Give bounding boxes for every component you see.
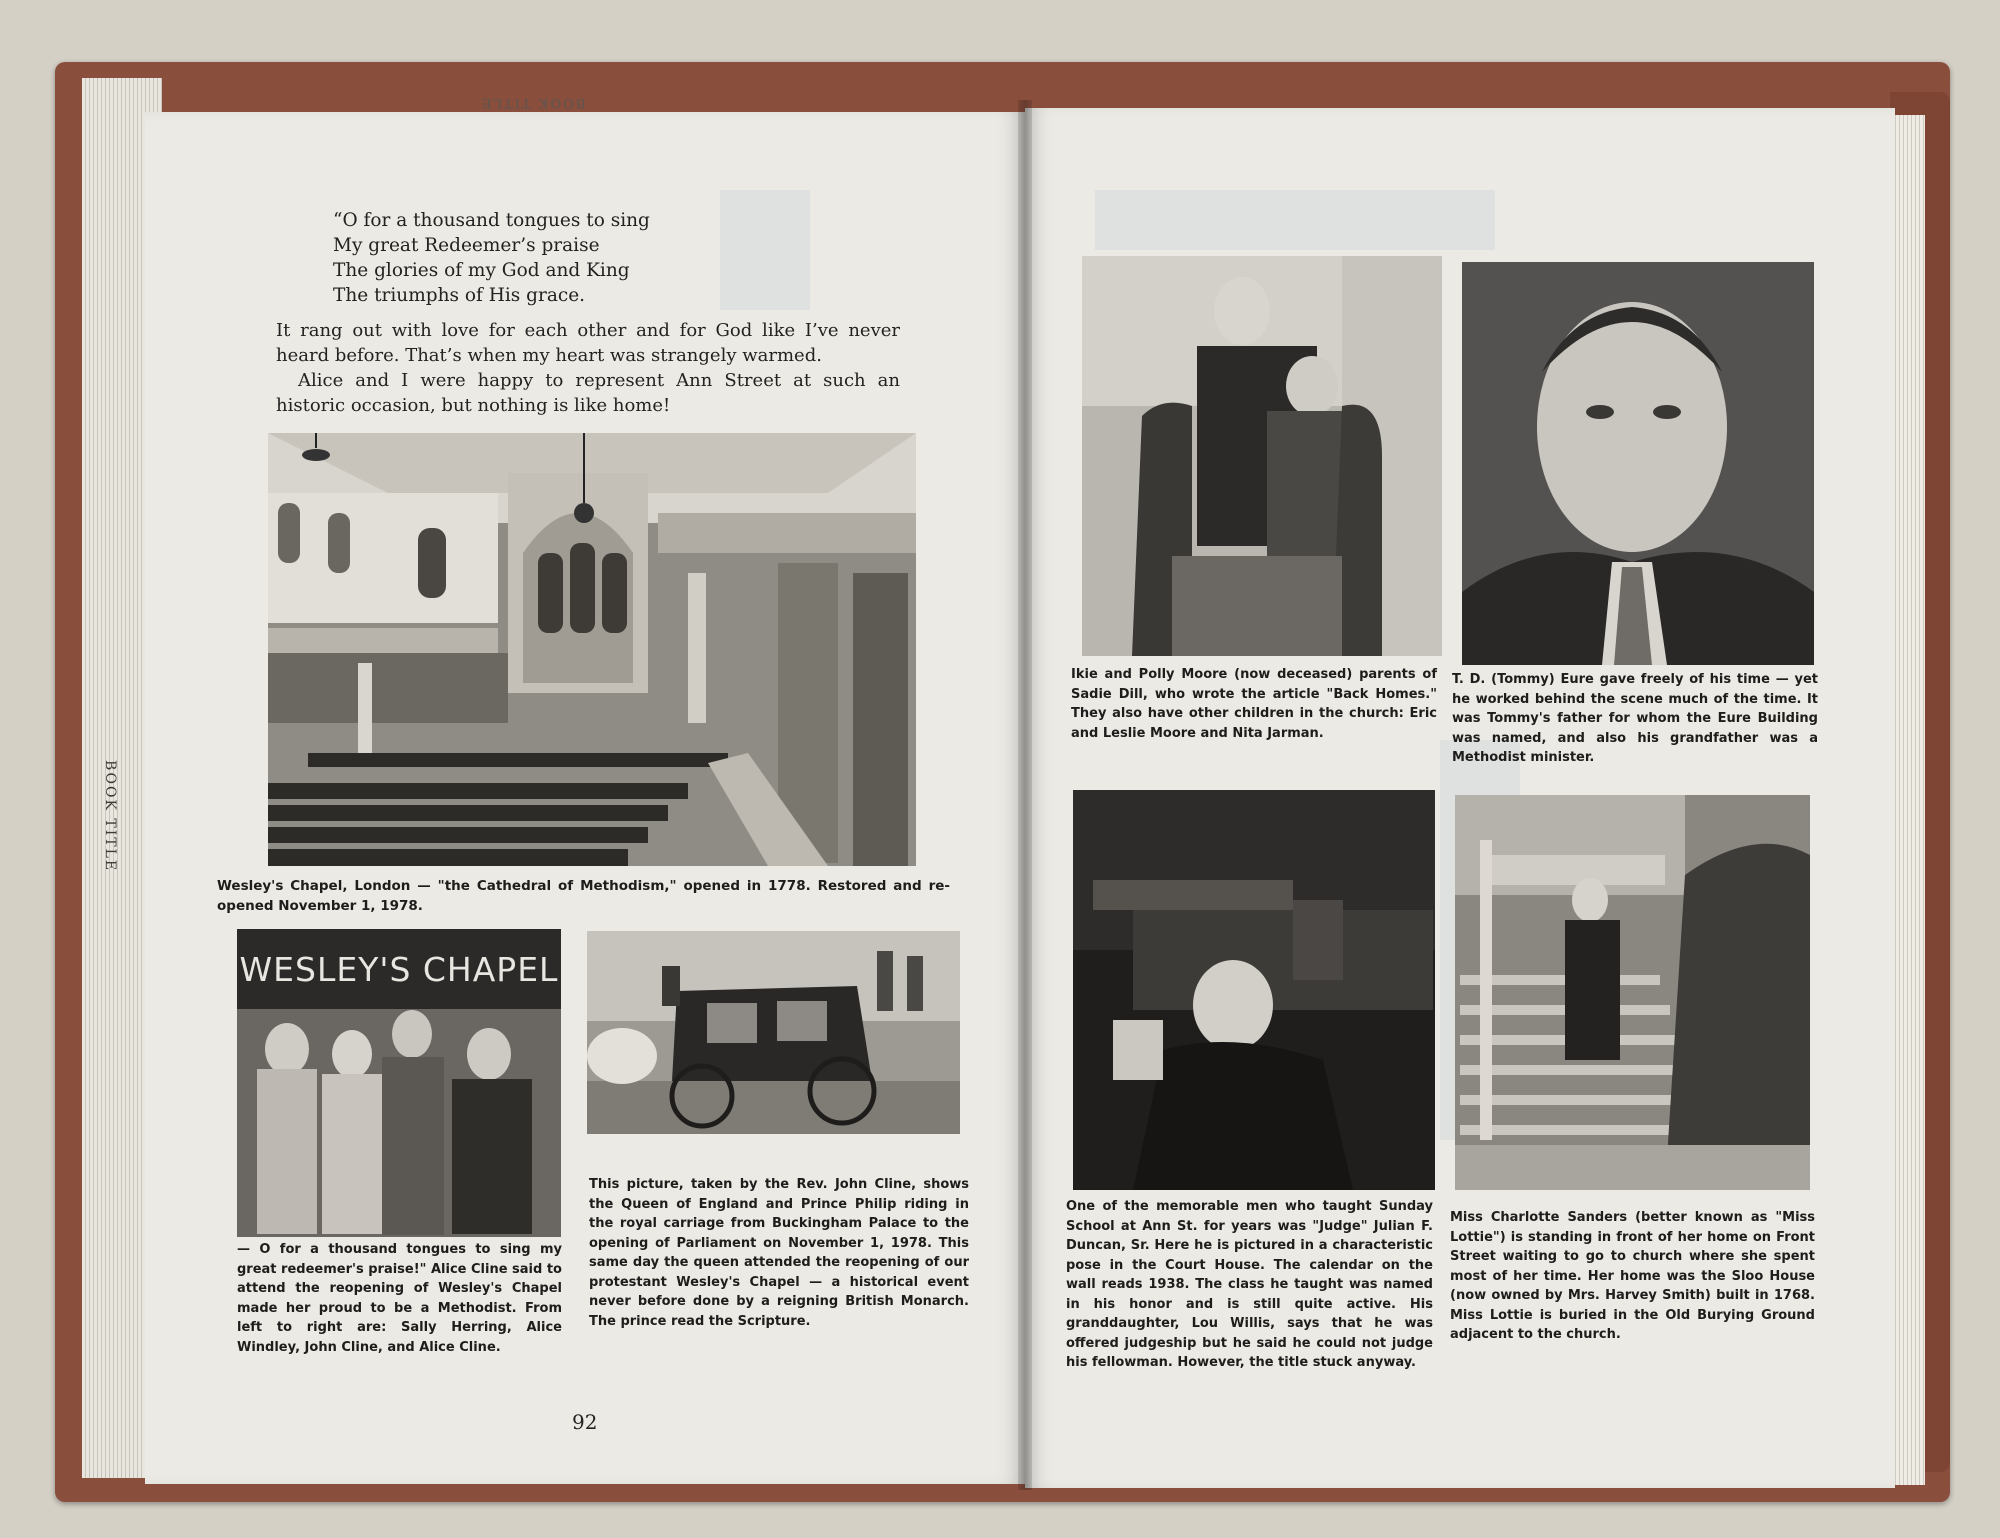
poem-line: The triumphs of His grace. [333,285,586,306]
wesleys-chapel-sign [237,929,561,1009]
bleed-through-ghost [720,190,810,310]
bleed-through-ghost [1095,190,1495,250]
moore-couple-photo [1082,256,1442,656]
sign-text: WESLEY'S CHAPEL [239,949,559,989]
book-gutter [1018,100,1032,1490]
charlotte-sanders-caption: Miss Charlotte Sanders (better known as "Miss Lottie") is standing in front of her home on Front Street waiting to go to church where she spent most of her time. Her home was the Sloo House (now owned by Mrs. Harvey Smith) built in 1768. Miss Lottie is buried in the Old Burying Ground adjacent to the church. [1450,1210,1815,1342]
top-edge-label: BOOK TITLE [480,95,586,110]
hymn-verse [333,208,650,308]
chapel-interior-caption: Wesley's Chapel, London — "the Cathedral of Methodism," opened in 1778. Restored and re-opened November 1, 1978. [217,878,950,914]
moore-couple-caption: Ikie and Polly Moore (now deceased) parents of Sadie Dill, who wrote the article "Back Homes." They also have other children in the church: Eric and Leslie Moore and Nita Jarman. [1071,667,1437,741]
td-eure-portrait [1462,262,1814,665]
spine-label: BOOK TITLE [102,760,118,873]
carriage-photo-caption: This picture, taken by the Rev. John Cline, shows the Queen of England and Prince Philip riding in the royal carriage from Buckingham Palace to the opening of Parliament on November 1, 1978. This same day the queen attended the reopening of our protestant Wesley's Chapel — a historical event never before done by a reigning British Monarch. The prince read the Scripture. [589,1177,969,1329]
royal-carriage-photo [587,931,960,1134]
group-photo-caption: — O for a thousand tongues to sing my great redeemer's praise!" Alice Cline said to attend the reopening of Wesley's Chapel made her proud to be a Methodist. From left to right are: Sally Herring, Alice Windley, John Cline, and Alice Cline. [237,1242,562,1355]
page-number: 92 [572,1410,598,1434]
poem-line: The glories of my God and King [333,260,630,281]
chapel-interior-photo [268,433,916,866]
body-text [276,318,900,418]
paragraph: Alice and I were happy to represent Ann Street at such an historic occasion, but nothing is like home! [276,370,900,416]
charlotte-sanders-photo [1455,795,1810,1190]
poem-line: “O for a thousand tongues to sing [333,210,650,231]
paragraph: It rang out with love for each other and for God like I’ve never heard before. That’s when my heart was strangely warmed. [276,320,900,366]
td-eure-caption: T. D. (Tommy) Eure gave freely of his time — yet he worked behind the scene much of the time. It was Tommy's father for whom the Eure Building was named, and also his grandfather was a Methodist minister. [1452,672,1818,765]
julian-duncan-caption: One of the memorable men who taught Sunday School at Ann St. for years was "Judge" Julian F. Duncan, Sr. Here he is pictured in a characteristic pose in the Court House. The calendar on the wall reads 1938. The class he taught was named in his honor and is still quite active. His granddaughter, Lou Willis, says that he was offered judgeship but he said he could not judge his fellowman. However, the title stuck anyway. [1066,1199,1433,1370]
poem-line: My great Redeemer’s praise [333,235,600,256]
julian-duncan-photo [1073,790,1435,1190]
